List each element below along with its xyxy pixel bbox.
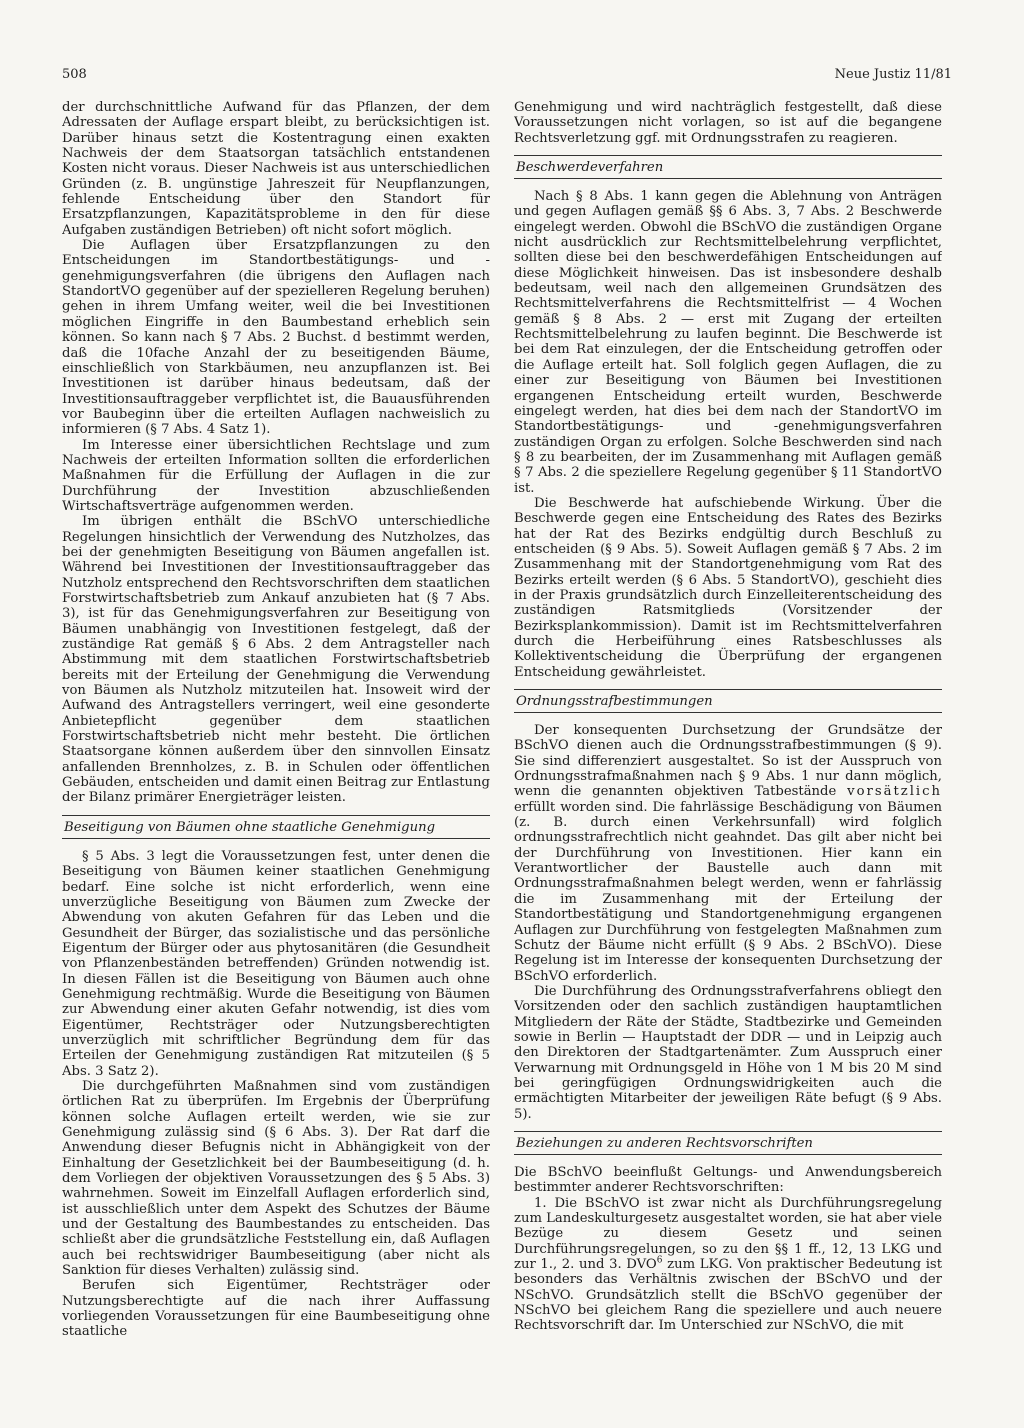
paragraph: Die BSchVO beeinflußt Geltungs- und Anwendungsbereich bestimmter anderer Rechtsvorschriften:: [514, 1164, 942, 1196]
paragraph: Die Durchführung des Ordnungsstrafverfahrens obliegt den Vorsitzenden oder den sachlich zuständigen hauptamtlichen Mitgliedern der Räte der Städte, Stadtbezirke und Gemeinden sowie in Berlin — Hauptstadt der DDR — und in Leipzig auch den Direktoren der Stadtgartenämter. Zum Ausspruch einer Verwarnung mit Ordnungsgeld in Höhe von 1 M bis 20 M sind bei geringfügigen Ordnungswidrigkeiten auch die ermächtigten Mitarbeiter der jeweiligen Räte befugt (§ 9 Abs. 5).: [514, 983, 942, 1122]
section-heading-beschwerdeverfahren: Beschwerdeverfahren: [514, 155, 942, 179]
paragraph: Im übrigen enthält die BSchVO unterschiedliche Regelungen hinsichtlich der Verwendung des Nutzholzes, das bei der genehmigten Beseitigung von Bäumen angefallen ist. Während bei Investitionen der Investitionsauftraggeber das Nutzholz entsprechend den Rechtsvorschriften dem staatlichen Forstwirtschaftsbetrieb zum Ankauf anzubieten hat (§ 7 Abs. 3), ist für das Genehmigungsverfahren zur Beseitigung von Bäumen unabhängig von Investitionen festgelegt, daß der zuständige Rat gemäß § 6 Abs. 2 dem Antragsteller nach Abstimmung mit dem staatlichen Forstwirtschaftsbetrieb bereits mit der Erteilung der Genehmigung die Verwendung von Bäumen als Nutzholz mitzuteilen hat. Insoweit wird der Aufwand des Antragstellers verringert, weil eine gesonderte Anbietepflicht gegenüber dem staatlichen Forstwirtschaftsbetrieb nicht mehr besteht. Die örtlichen Staatsorgane können außerdem über den sinnvollen Einsatz anfallenden Brennholzes, z. B. in Schulen oder öffentlichen Gebäuden, entscheiden und damit einen Beitrag zur Entlastung der Bilanz primärer Energieträger leisten.: [62, 514, 490, 806]
paragraph: der durchschnittliche Aufwand für das Pflanzen, der dem Adressaten der Auflage erspart bleibt, zu berücksichtigen ist. Darüber hinaus setzt die Kostentragung einen exakten Nachweis der dem Staatsorgan tatsächlich entstandenen Kosten nicht voraus. Dieser Nachweis ist aus unterschiedlichen Gründen (z. B. ungünstige Jahreszeit für Neupflanzungen, fehlende Entscheidung über den Standort für Ersatzpflanzungen, Kapazitätsprobleme in den für diese Aufgaben zuständigen Betrieben) oft nicht sofort möglich.: [62, 100, 490, 238]
paragraph: Die Beschwerde hat aufschiebende Wirkung. Über die Beschwerde gegen eine Entscheidung des Rates des Bezirks hat der Rat des Bezirks endgültig durch Beschluß zu entscheiden (§ 9 Abs. 5). Soweit Auflagen gemäß § 7 Abs. 2 im Zusammenhang mit der Standortgenehmigung vom Rat des Bezirks erteilt werden (§ 6 Abs. 5 StandortVO), geschieht dies in der Praxis grundsätzlich durch Einzelleiterentscheidung des zuständigen Ratsmitglieds (Vorsitzender der Bezirksplankommission). Damit ist im Rechtsmittelverfahren durch die Herbeiführung eines Ratsbeschlusses als Kollektiventscheidung die Überprüfung der ergangenen Entscheidung gewährleistet.: [514, 495, 942, 680]
footnote-marker: 6: [656, 1255, 663, 1266]
paragraph: Berufen sich Eigentümer, Rechtsträger oder Nutzungsberechtigte auf die nach ihrer Auffassung vorliegenden Voraussetzungen für eine Baumbeseitigung ohne staatliche: [62, 1278, 490, 1340]
paragraph: § 5 Abs. 3 legt die Voraussetzungen fest, unter denen die Beseitigung von Bäumen keiner staatlichen Genehmigung bedarf. Eine solche ist nicht erforderlich, wenn eine unverzügliche Beseitigung von Bäumen zum Zwecke der Abwendung von akuten Gefahren für das Leben und die Gesundheit der Bürger, das sozialistische und das persönliche Eigentum der Bürger oder aus phytosanitären (die Gesundheit von Pflanzenbeständen betreffenden) Gründen notwendig ist. In diesen Fällen ist die Beseitigung von Bäumen auch ohne Genehmigung rechtmäßig. Wurde die Beseitigung von Bäumen zur Abwendung einer akuten Gefahr notwendig, ist dies vom Eigentümer, Rechtsträger oder Nutzungsberechtigten unverzüglich mit schriftlicher Begründung dem für das Erteilen der Genehmigung zuständigen Rat mitzuteilen (§ 5 Abs. 3 Satz 2).: [62, 848, 490, 1079]
paragraph: Genehmigung und wird nachträglich festgestellt, daß diese Voraussetzungen nicht vorlagen, so ist auf die begangene Rechtsverletzung ggf. mit Ordnungsstrafen zu reagieren.: [514, 100, 942, 146]
section-heading-beziehungen: Beziehungen zu anderen Rechtsvorschriften: [514, 1131, 942, 1155]
page-header: [62, 66, 952, 84]
journal-title: Neue Justiz 11/81: [834, 67, 952, 82]
paragraph: [514, 1196, 942, 1334]
emphasized-word: vorsätzlich: [847, 784, 942, 800]
paragraph: [514, 723, 942, 984]
paragraph: Nach § 8 Abs. 1 kann gegen die Ablehnung von Anträgen und gegen Auflagen gemäß §§ 6 Abs. 3, 7 Abs. 2 Beschwerde eingelegt werden. Obwohl die BSchVO die zuständigen Organe nicht ausdrücklich zur Rechtsmittelbelehrung verpflichtet, sollten diese bei den beschwerdefähigen Entscheidungen auf diese Möglichkeit hinweisen. Das ist insbesondere deshalb bedeutsam, weil nach den allgemeinen Grundsätzen des Rechtsmittelverfahrens die Rechtsmittelfrist — 4 Wochen gemäß § 8 Abs. 2 — erst mit Zugang der erteilten Rechtsmittelbelehrung zu laufen beginnt. Die Beschwerde ist bei dem Rat einzulegen, der die Entscheidung getroffen oder die Auflage erteilt hat. Soll folglich gegen Auflagen, die zu einer zur Beseitigung von Bäumen bei Investitionen ergangenen Entscheidung erteilt wurden, Beschwerde eingelegt werden, hat dies bei dem nach der StandortVO im Standortbestätigungs- und -genehmigungsverfahren zuständigen Organ zu erfolgen. Solche Beschwerden sind nach § 8 zu bearbeiten, der im Zusammenhang mit Auflagen gemäß § 7 Abs. 2 die speziellere Regelung gegenüber § 11 StandortVO ist.: [514, 189, 942, 496]
paragraph: Die Auflagen über Ersatzpflanzungen zu den Entscheidungen im Standortbestätigungs- und -genehmigungsverfahren (die übrigens den Auflagen nach StandortVO gegenüber auf der spezielleren Regelung beruhen) gehen in ihrem Umfang weiter, weil die bei Investitionen möglichen Eingriffe in den Baumbestand erheblich sein können. So kann nach § 7 Abs. 2 Buchst. d bestimmt werden, daß die 10fache Anzahl der zu beseitigenden Bäume, einschließlich von Starkbäumen, neu anzupflanzen ist. Bei Investitionen ist darüber hinaus bedeutsam, daß der Investitionsauftraggeber verpflichtet ist, die Bauausführenden vor Baubeginn über die erteilten Auflagen nachweislich zu informieren (§ 7 Abs. 4 Satz 1).: [62, 238, 490, 438]
text-run: 1. Die BSchVO ist zwar nicht als Durchführungsregelung zum Landeskulturgesetz ausgestaltet worden, sie hat aber viele Bezüge zu diesem Gesetz und seinen Durchführungsregelungen, so zu den §§ 1 ff., 12, 13 LKG und zur 1., 2. und 3. DVO: [514, 1195, 942, 1273]
text-run: zum LKG. Von praktischer Bedeutung ist besonders das Verhältnis zwischen der BSchVO und der NSchVO. Grundsätzlich stellt die BSchVO gegenüber der NSchVO bei gleichem Rang die speziellere und auch neuere Rechtsvorschrift dar. Im Unterschied zur NSchVO, die mit: [514, 1257, 942, 1334]
right-column: [514, 100, 942, 1420]
section-heading-beseitigung: Beseitigung von Bäumen ohne staatliche Genehmigung: [62, 815, 490, 839]
left-column: [62, 100, 490, 1420]
section-heading-ordnungsstrafbestimmungen: Ordnungsstrafbestimmungen: [514, 689, 942, 713]
page-number: 508: [62, 67, 87, 82]
paragraph: Die durchgeführten Maßnahmen sind vom zuständigen örtlichen Rat zu überprüfen. Im Ergebnis der Überprüfung können solche Auflagen erteilt werden, wie sie zur Genehmigung zulässig sind (§ 6 Abs. 3). Der Rat darf die Anwendung dieser Befugnis nicht in Abhängigkeit von der Einhaltung der Gesetzlichkeit bei der Baumbeseitigung (d. h. dem Vorliegen der objektiven Voraussetzungen des § 5 Abs. 3) wahrnehmen. Soweit im Einzelfall Auflagen erforderlich sind, ist ausschließlich unter dem Aspekt des Schutzes der Bäume und der Gestaltung des Baumbestandes zu entscheiden. Das schließt aber die grundsätzliche Feststellung ein, daß Auflagen auch bei rechtswidriger Baumbeseitigung (aber nicht als Sanktion für dieses Verhalten) zulässig sind.: [62, 1078, 490, 1279]
text-run: erfüllt worden sind. Die fahrlässige Beschädigung von Bäumen (z. B. durch einen Verkehrsunfall) wird folglich ordnungsstrafrechtlich nicht geahndet. Das gilt aber nicht bei der Durchführung von Investitionen. Hier kann ein Verantwortlicher der Baustelle auch dann mit Ordnungsstrafmaßnahmen belegt werden, wenn er fahrlässig die im Zusammenhang mit der Erteilung der Standortbestätigung und Standortgenehmigung ergangenen Auflagen zur Durchführung von festgelegten Maßnahmen zum Schutz der Bäume nicht erfüllt (§ 9 Abs. 2 BSchVO). Diese Regelung ist im Interesse der konsequenten Durchsetzung der BSchVO erforderlich.: [514, 799, 942, 984]
paragraph: Im Interesse einer übersichtlichen Rechtslage und zum Nachweis der erteilten Information sollten die erforderlichen Maßnahmen für die Erfüllung der Auflagen in die zur Durchführung der Investition abzuschließenden Wirtschaftsverträge aufgenommen werden.: [62, 437, 490, 514]
text-run: Der konsequenten Durchsetzung der Grundsätze der BSchVO dienen auch die Ordnungsstrafbestimmungen (§ 9). Sie sind differenziert ausgestaltet. So ist der Ausspruch von Ordnungsstrafmaßnahmen nach § 9 Abs. 1 nur dann möglich, wenn die genannten objektiven Tatbestände: [514, 723, 942, 800]
